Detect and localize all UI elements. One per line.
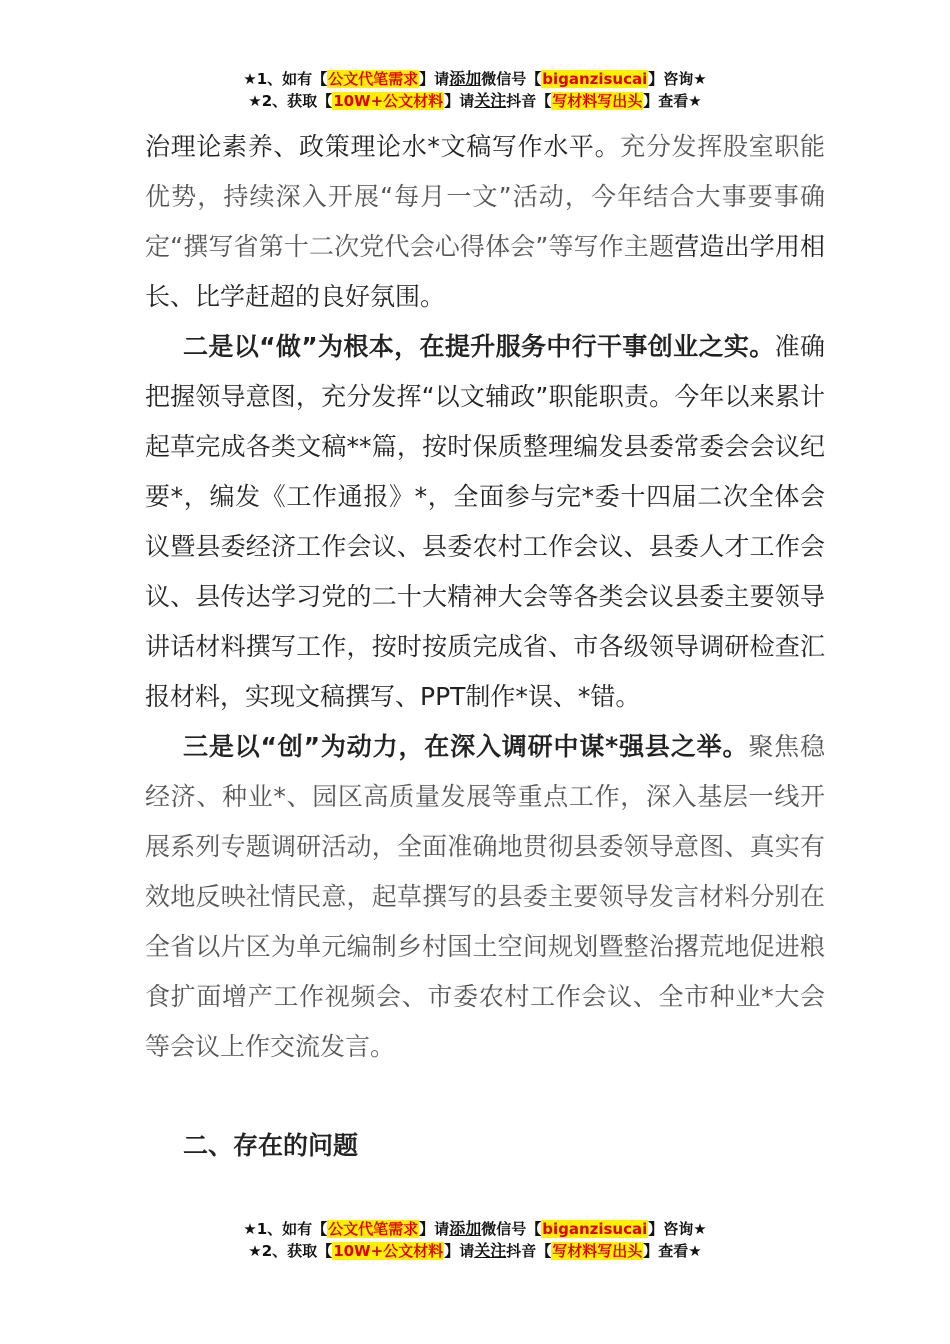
paragraph-text: 准确把握领导意图，充分发挥“以文辅政”职能职责。今年以来累计起草完成各类文稿**篇，按时保质整理编发县委常委会会议纪要*，编发《工作通报》*，全面参与完*委十四届二次全体会议暨县委经济工作会议、县委农村工作会议、县委人才工作会议、县传达学习党的二十大精神大会等各类会议县委主要领导讲话材料撰写工作，按时按质完成省、市各级领导调研检查汇报材料，实现文稿撰写、PPT制作*误、*错。	[145, 332, 825, 711]
banner-text: 微信号【	[481, 70, 542, 88]
underlined-text: 关注	[474, 1241, 507, 1260]
highlight-douyin: 写材料写出头	[552, 1242, 643, 1260]
paragraph-text: 聚焦稳经济、种业*、园区高质量发展等重点工作，深入基层一线开展系列专题调研活动，全面准确地贯彻县委领导意图、真实有效地反映社情民意，起草撰写的县委主要领导发言材料分别在全省以片区为单元编制乡村国土空间规划暨整治撂荒地促进粮食扩面增产工作视频会、市委农村工作会议、全市种业*大会等会议上作交流发言。	[145, 732, 825, 1061]
banner-text: ★2、获取【	[248, 92, 333, 110]
banner-text: 】咨询★	[648, 1220, 707, 1238]
paragraph-text: 营造出学用相长、比学赶超的良好氛围。	[145, 232, 825, 311]
paragraph-text: 充分发挥股室职能优势，持续深入开展“每月一文”活动，今年结合大事要事确定“撰写省第十二次党代会心得体会”等写作主题	[145, 132, 825, 261]
highlight-demand: 公文代笔需求	[328, 1220, 419, 1238]
highlight-materials: 10W+公文材料	[333, 1242, 444, 1260]
banner-text: 微信号【	[481, 1220, 542, 1238]
banner-line-2	[0, 90, 950, 112]
highlight-wechat-id: biganzisucai	[542, 1220, 648, 1238]
paragraph-3	[145, 722, 825, 1072]
banner-text: 】请	[419, 70, 450, 88]
underlined-text: 添加	[449, 69, 482, 88]
banner-line-1	[0, 1218, 950, 1240]
paragraph-lead: 三是以“创”为动力，在深入调研中谋*强县之举。	[183, 732, 749, 761]
highlight-douyin: 写材料写出头	[552, 92, 643, 110]
banner-text: 抖音【	[506, 92, 552, 110]
highlight-materials: 10W+公文材料	[333, 92, 444, 110]
banner-text: 】请	[419, 1220, 450, 1238]
banner-line-2	[0, 1240, 950, 1262]
banner-line-1	[0, 68, 950, 90]
highlight-wechat-id: biganzisucai	[542, 70, 648, 88]
banner-text: 】咨询★	[648, 70, 707, 88]
banner-text: 】请	[444, 92, 475, 110]
underlined-text: 添加	[449, 1219, 482, 1238]
header-banner	[0, 68, 950, 112]
paragraph-2	[145, 322, 825, 722]
section-heading: 二、存在的问题	[183, 1131, 359, 1160]
paragraph-text: 治理论素养、政策理论水*文稿写作水平。	[145, 132, 621, 161]
banner-text: 】查看★	[643, 1242, 702, 1260]
banner-text: 抖音【	[506, 1242, 552, 1260]
footer-banner	[0, 1218, 950, 1262]
underlined-text: 关注	[474, 91, 507, 110]
banner-text: ★1、如有【	[243, 70, 328, 88]
banner-text: 】查看★	[643, 92, 702, 110]
paragraph-lead: 二是以“做”为根本，在提升服务中行干事创业之实。	[183, 332, 775, 361]
paragraph-1	[145, 122, 825, 322]
banner-text: 】请	[444, 1242, 475, 1260]
banner-text: ★1、如有【	[243, 1220, 328, 1238]
document-body	[145, 122, 825, 1072]
highlight-demand: 公文代笔需求	[328, 70, 419, 88]
banner-text: ★2、获取【	[248, 1242, 333, 1260]
